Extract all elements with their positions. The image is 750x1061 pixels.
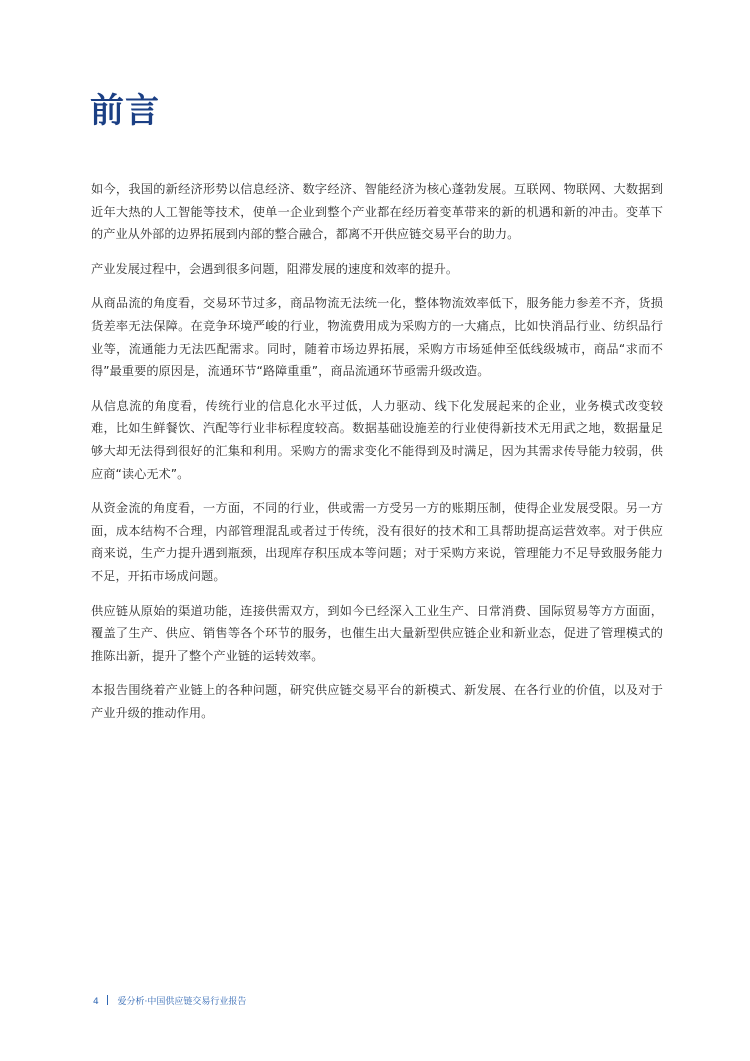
footer-divider: [107, 995, 108, 1005]
information-flow-paragraph: 从信息流的角度看，传统行业的信息化水平过低，人力驱动、线下化发展起来的企业，业务模式改变较难，比如生鲜餐饮、汽配等行业非标程度较高。数据基础设施差的行业使得新技术无用武之地，数据量足够大却无法得到很好的汇集和利用。采购方的需求变化不能得到及时满足，因为其需求传导能力较弱，供应商“读心无术”。: [91, 398, 663, 481]
commodity-flow-paragraph: 从商品流的角度看，交易环节过多，商品物流无法统一化，整体物流效率低下，服务能力参差不齐，货损货差率无法保障。在竞争环境严峻的行业，物流费用成为采购方的一大痛点，比如快消品行业、纺织品行业等，流通能力无法匹配需求。同时，随着市场边界拓展，采购方市场延伸至低线级城市，商品“求而不得”最重要的原因是，流通环节“路障重重”，商品流通环节亟需升级改造。: [91, 296, 663, 379]
intro-paragraph: 如今，我国的新经济形势以信息经济、数字经济、智能经济为核心蓬勃发展。互联网、物联网、大数据到近年大热的人工智能等技术，使单一企业到整个产业都在经历着变革带来的新的机遇和新的冲击。变革下的产业从外部的边界拓展到内部的整合融合，都离不开供应链交易平台的助力。: [91, 182, 663, 242]
page-title: 前言: [90, 91, 160, 131]
page-footer: [93, 995, 246, 1009]
body-content: [91, 178, 663, 736]
report-purpose-paragraph: 本报告围绕着产业链上的各种问题，研究供应链交易平台的新模式、新发展、在各行业的价值，以及对于产业升级的推动作用。: [91, 683, 663, 720]
problem-paragraph: 产业发展过程中，会遇到很多问题，阻滞发展的速度和效率的提升。: [91, 261, 459, 276]
page-number: 4: [93, 997, 99, 1007]
report-title: 爱分析·中国供应链交易行业报告: [117, 997, 247, 1007]
supply-chain-paragraph: 供应链从原始的渠道功能，连接供需双方，到如今已经深入工业生产、日常消费、国际贸易等方方面面，覆盖了生产、供应、销售等各个环节的服务，也催生出大量新型供应链企业和新业态，促进了管理模式的推陈出新，提升了整个产业链的运转效率。: [91, 603, 663, 663]
capital-flow-paragraph: 从资金流的角度看，一方面，不同的行业，供或需一方受另一方的账期压制，使得企业发展受限。另一方面，成本结构不合理，内部管理混乱或者过于传统，没有很好的技术和工具帮助提高运营效率。对于供应商来说，生产力提升遇到瓶颈，出现库存积压成本等问题；对于采购方来说，管理能力不足导致服务能力不足，开拓市场成问题。: [91, 501, 663, 583]
